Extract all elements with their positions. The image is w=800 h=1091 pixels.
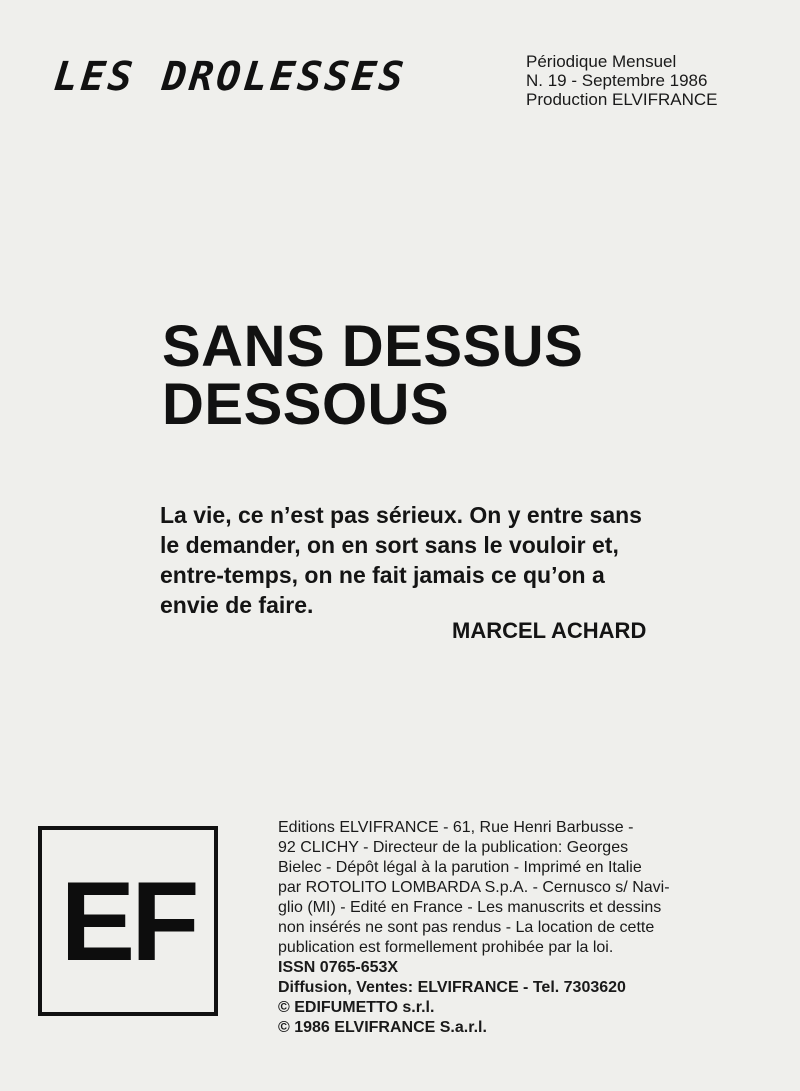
legal-line: publication est formellement prohibée par la loi. — [278, 939, 614, 956]
quote-line: La vie, ce n’est pas sérieux. On y entre sans — [160, 502, 642, 528]
legal-line: Bielec - Dépôt légal à la parution - Imprimé en Italie — [278, 859, 642, 876]
legal-line: par ROTOLITO LOMBARDA S.p.A. - Cernusco s/ Navi- — [278, 879, 670, 896]
issn-line: ISSN 0765-653X — [278, 959, 399, 976]
quote-line: entre-temps, on ne fait jamais ce qu’on a — [160, 562, 605, 588]
legal-notice — [278, 818, 738, 1038]
legal-line: non insérés ne sont pas rendus - La location de cette — [278, 919, 655, 936]
publisher-logo-box — [38, 826, 218, 1016]
legal-line: Editions ELVIFRANCE - 61, Rue Henri Barbusse - — [278, 819, 634, 836]
legal-line: glio (MI) - Edité en France - Les manuscrits et dessins — [278, 899, 662, 916]
quote-line: le demander, on en sort sans le vouloir et, — [160, 532, 619, 558]
quote-line: envie de faire. — [160, 592, 314, 618]
title-line: DESSOUS — [162, 372, 450, 437]
quote-author: MARCEL ACHARD — [452, 618, 647, 643]
title-line: SANS DESSUS — [162, 314, 584, 379]
issue-number-text: N. 19 - Septembre 1986 — [526, 71, 708, 90]
distribution-line: Diffusion, Ventes: ELVIFRANCE - Tel. 7303620 — [278, 979, 626, 996]
production-text: Production ELVIFRANCE — [526, 90, 718, 109]
series-logo: LES DROLESSES — [51, 54, 409, 100]
legal-line: 92 CLICHY - Directeur de la publication: Georges — [278, 839, 629, 856]
story-title — [162, 314, 584, 437]
publisher-logo: EF — [60, 858, 196, 984]
periodicity-text: Périodique Mensuel — [526, 52, 677, 71]
copyright-line: © 1986 ELVIFRANCE S.a.r.l. — [278, 1019, 487, 1036]
copyright-line: © EDIFUMETTO s.r.l. — [278, 999, 435, 1016]
publication-info — [526, 52, 717, 109]
epigraph-quote — [160, 500, 740, 620]
